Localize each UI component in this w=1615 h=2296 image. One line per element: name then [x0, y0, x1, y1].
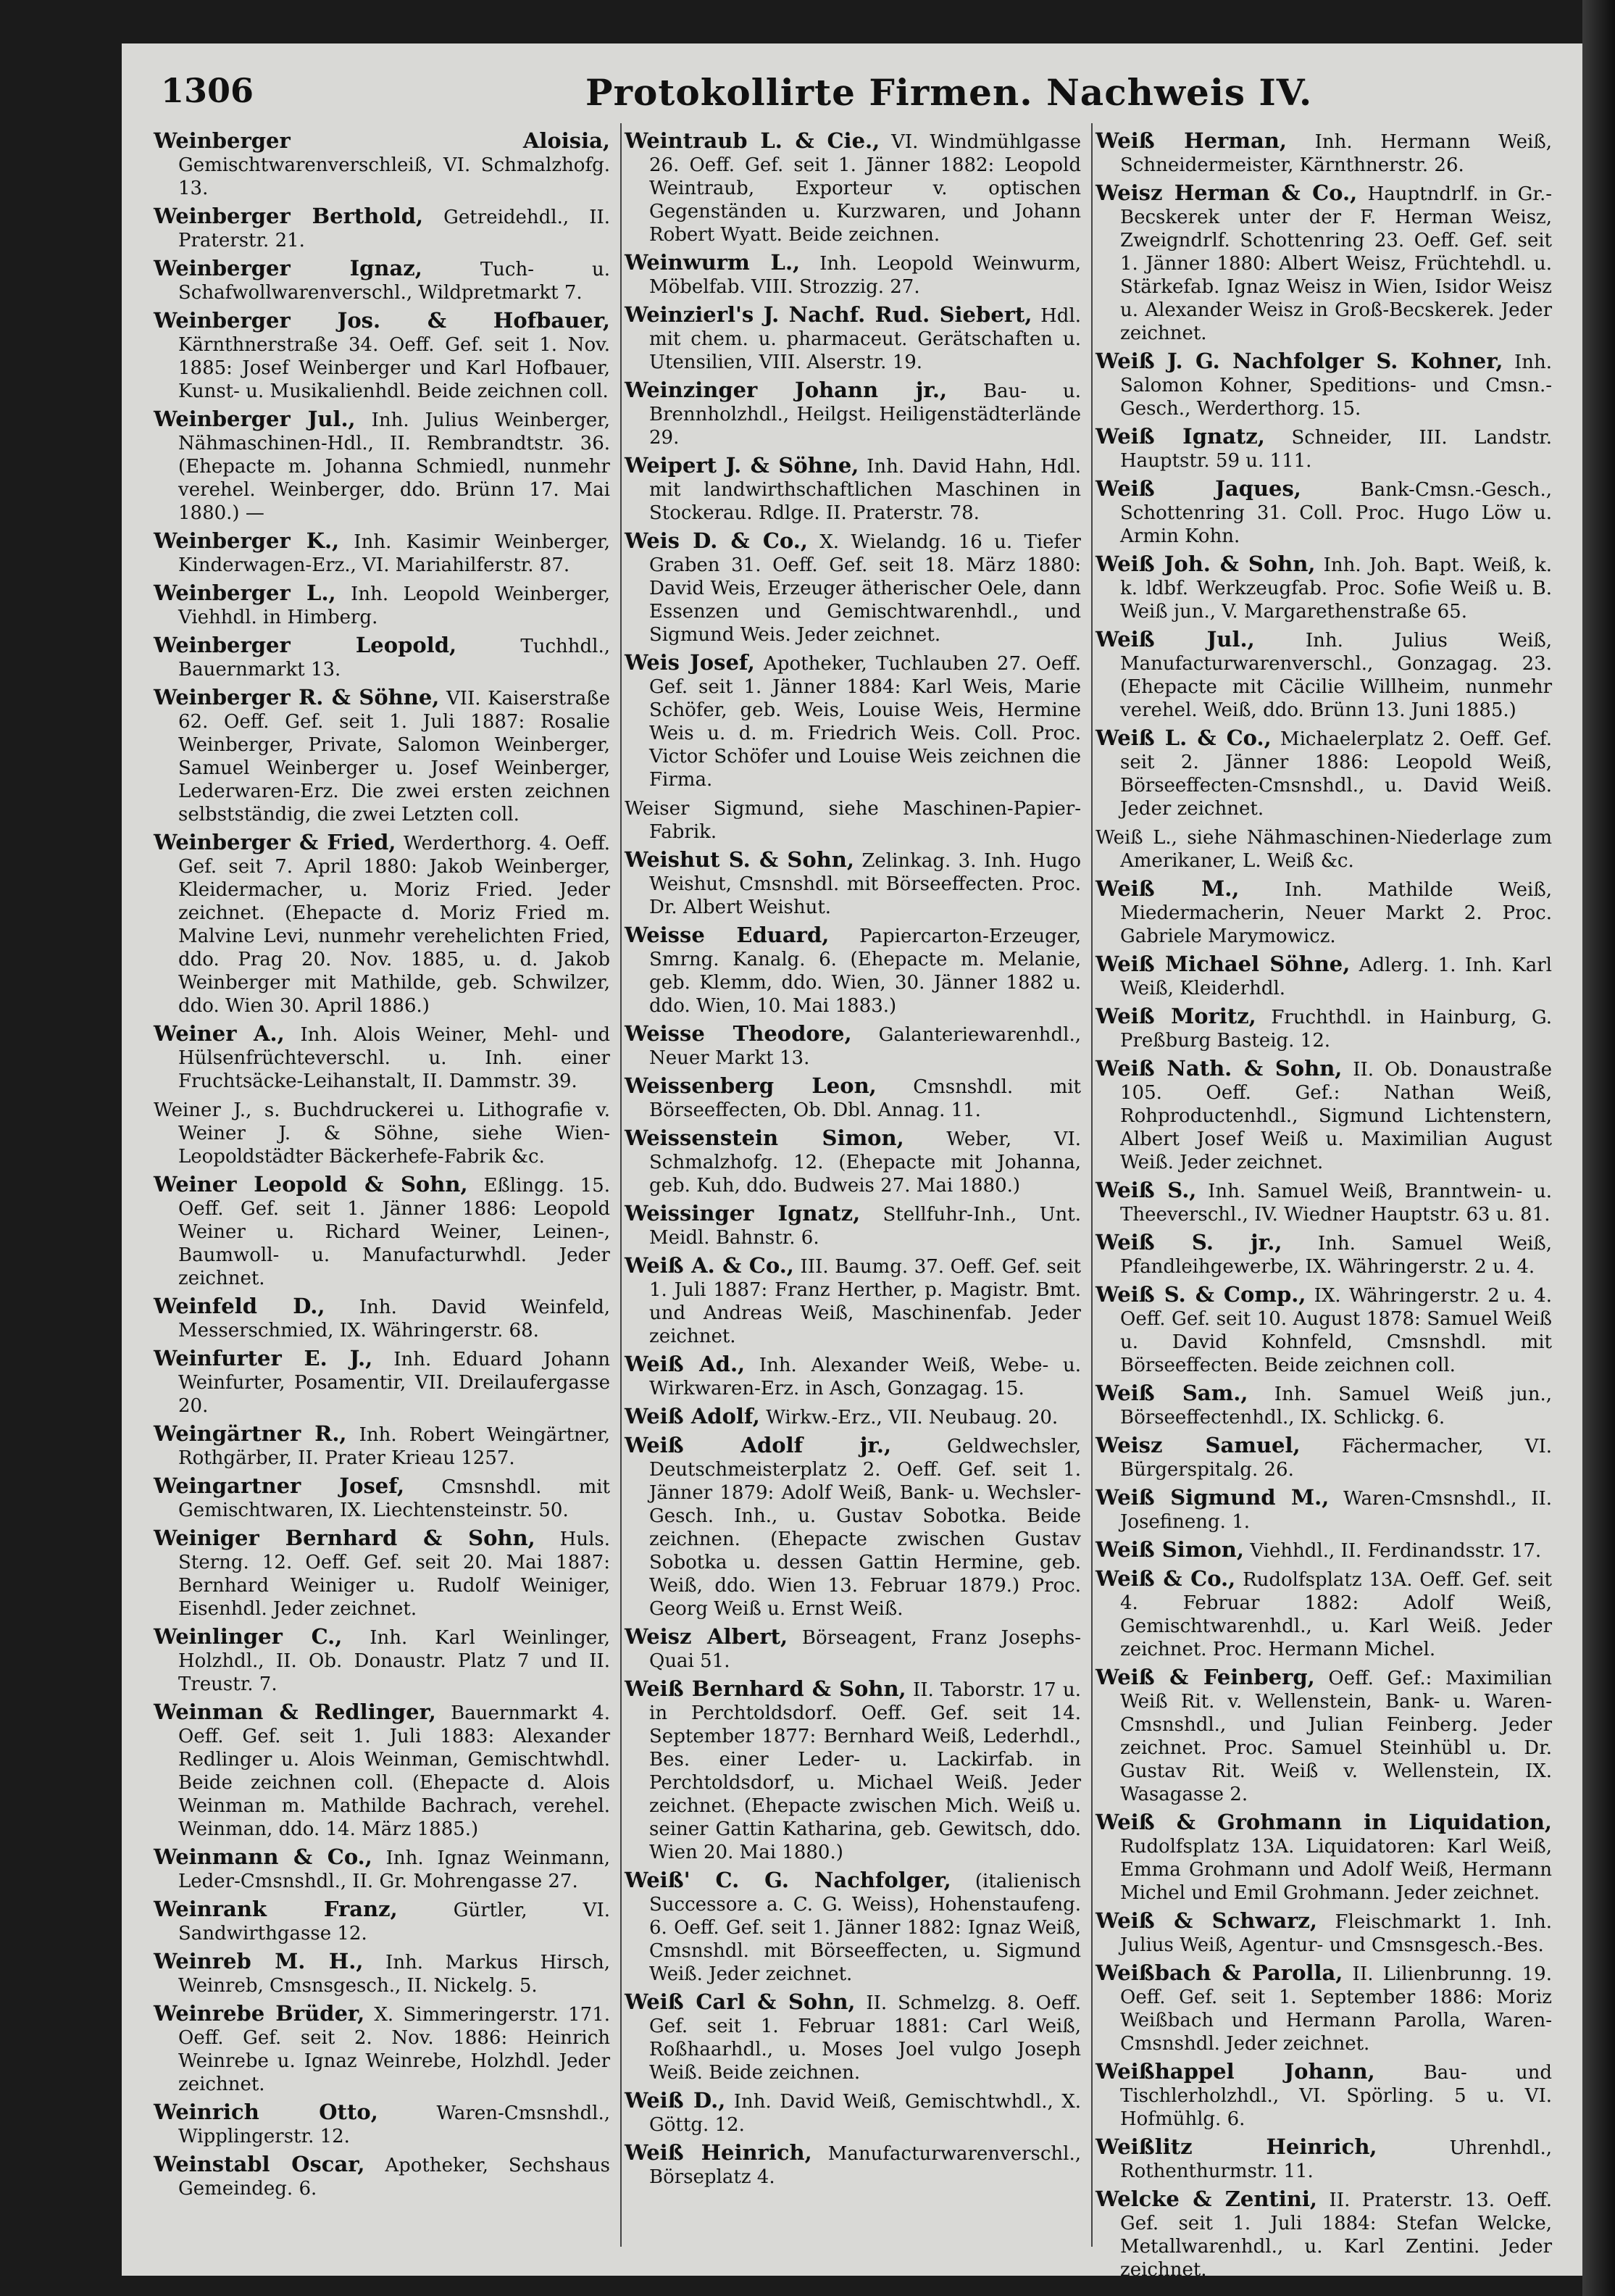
firm-name: Weiß Nath. & Sohn,: [1096, 1056, 1343, 1081]
entry-details: Börseagent, Franz Josephs-Quai 51.: [649, 1627, 1082, 1672]
directory-entry: [154, 686, 610, 826]
directory-page: [122, 43, 1582, 2281]
firm-name: Weinfeld D.,: [154, 1294, 325, 1318]
entry-details: Bank-Cmsn.-Gesch., Schottenring 31. Coll. Proc. Hugo Löw u. Armin Kohn.: [1120, 479, 1552, 547]
firm-name: Weinzinger Johann jr.,: [625, 378, 948, 402]
firm-name: Weissenstein Simon,: [625, 1126, 904, 1150]
entry-details: Inh. Julius Weinberger, Nähmaschinen-Hdl., II. Rembrandtstr. 36. (Ehepacte m. Johanna Schmiedl, nunmehr verehel. Weinberger, ddo. Brünn 17. Mai 1880.) —: [178, 409, 610, 524]
firm-name: Weinberger K.,: [154, 528, 340, 553]
firm-name: Weiß Heinrich,: [625, 2140, 812, 2165]
firm-name: Weiß Jaques,: [1096, 476, 1301, 501]
entry-details: Geldwechsler, Deutschmeisterplatz 2. Oeff. Gef. seit 1. Jänner 1879: Adolf Weiß, Bank- u. Wechsler-Gesch. Inh., u. Gustav Sobotka. Beide zeichnen. (Ehepacte zwischen Gustav Sobotka u. dessen Gattin Hermine, geb. Weiß, ddo. Wien 13. Februar 1879.) Proc. Georg Weiß u. Ernst Weiß.: [649, 1436, 1081, 1620]
columns: [154, 128, 1566, 2281]
entry-details: Weiner J., s. Buchdruckerei u. Lithografie v. Weiner J. & Söhne, siehe Wien-Leopoldstädter Bäckerhefe-Fabrik &c.: [154, 1099, 610, 1168]
entry-details: Bauernmarkt 4. Oeff. Gef. seit 1. Juli 1883: Alexander Redlinger u. Alois Weinman, Gemischtwhdl. Beide zeichnen coll. (Ehepacte d. Alois Weinman m. Mathilde Bachrach, verehel. Weinman, ddo. 14. März 1885.): [178, 1702, 610, 1840]
entry-details: Inh. Samuel Weiß jun., Börseeffectenhdl., IX. Schlickg. 6.: [1120, 1384, 1552, 1428]
entry-details: Uhrenhdl., Rothenthurmstr. 11.: [1120, 2137, 1552, 2182]
entry-details: Oeff. Gef.: Maximilian Weiß Rit. v. Wellenstein, Bank- u. Waren-Cmsnshdl., und Julian Feinberg. Jeder zeichnet. Proc. Samuel Steinhübl u. Dr. Gustav Rit. Weiß v. Wellenstein, IX. Wasagasse 2.: [1120, 1668, 1553, 1805]
entry-details: Inh. Alois Weiner, Mehl- und Hülsenfrüchteverschl. u. Inh. einer Fruchtsäcke-Leihanstalt, II. Dammstr. 39.: [178, 1024, 611, 1092]
page-edge-shadow: [1582, 0, 1615, 2296]
directory-entry: [1096, 1283, 1552, 1377]
directory-entry: [1096, 1665, 1552, 1806]
firm-name: Weiß Bernhard & Sohn,: [625, 1676, 906, 1701]
firm-name: Weinreb M. H.,: [154, 1949, 364, 1973]
firm-name: Weiß Ad.,: [625, 1352, 746, 1376]
directory-entry: [154, 1897, 610, 1945]
directory-entry: [625, 251, 1081, 299]
firm-name: Weiß Carl & Sohn,: [625, 1989, 856, 2014]
directory-entry: [154, 1097, 610, 1168]
directory-entry: [1096, 1381, 1552, 1429]
entry-details: Gemischtwarenverschleiß, VI. Schmalzhofg. 13.: [178, 154, 610, 199]
firm-name: Weinberger Leopold,: [154, 633, 457, 657]
directory-entry: [625, 2141, 1081, 2189]
directory-entry: [1096, 1538, 1552, 1563]
entry-details: Inh. Eduard Johann Weinfurter, Posamentir, VII. Dreilaufergasse 20.: [178, 1349, 610, 1417]
entry-details: Inh. Karl Weinlinger, Holzhdl., II. Ob. Donaustr. Platz 7 und II. Treustr. 7.: [178, 1627, 610, 1695]
firm-name: Weiß Ignatz,: [1096, 424, 1265, 449]
firm-name: Weiner A.,: [154, 1021, 285, 1046]
firm-name: Weiß S. jr.,: [1096, 1230, 1282, 1255]
entry-details: Waren-Cmsnshdl., Wipplingerstr. 12.: [178, 2102, 610, 2147]
firm-name: Weinmann & Co.,: [154, 1844, 372, 1869]
firm-name: Weissinger Ignatz,: [625, 1201, 861, 1226]
directory-entry: [1096, 552, 1552, 623]
directory-entry: [1096, 2060, 1552, 2131]
firm-name: Weiß & Feinberg,: [1096, 1665, 1315, 1689]
entry-details: Manufacturwarenverschl., Börseplatz 4.: [649, 2143, 1082, 2188]
directory-entry: [1096, 1810, 1552, 1905]
page-title: Protokollirte Firmen. Nachweis IV.: [585, 71, 1313, 114]
firm-name: Weiß S.,: [1096, 1178, 1197, 1202]
directory-entry: [625, 796, 1081, 844]
column-1: [154, 129, 610, 2260]
directory-entry: [625, 1868, 1081, 1986]
directory-entry: [1096, 1486, 1552, 1534]
directory-entry: [154, 1022, 610, 1093]
entry-details: Galanteriewarenhdl., Neuer Markt 13.: [649, 1024, 1081, 1069]
directory-entry: [625, 923, 1081, 1018]
directory-entry: [625, 651, 1081, 791]
firm-name: Weiß & Co.,: [1096, 1566, 1236, 1591]
entry-details: Eßlingg. 15. Oeff. Gef. seit 1. Jänner 1886: Leopold Weiner u. Richard Weiner, Leinen-, Baumwoll- u. Manufacturwhdl. Jeder zeichnet.: [178, 1175, 610, 1289]
firm-name: Weiß & Schwarz,: [1096, 1908, 1317, 1933]
directory-entry: [1096, 129, 1552, 177]
firm-name: Weinstabl Oscar,: [154, 2152, 365, 2176]
firm-name: Weiß & Grohmann in Liquidation,: [1096, 1810, 1552, 1834]
firm-name: Weinrich Otto,: [154, 2100, 378, 2124]
firm-name: Weiß D.,: [625, 2088, 726, 2113]
entry-details: Inh. Hermann Weiß, Schneidermeister, Kärnthnerstr. 26.: [1120, 131, 1552, 176]
firm-name: Weinzierl's J. Nachf. Rud. Siebert,: [625, 302, 1032, 327]
entry-details: Inh. Kasimir Weinberger, Kinderwagen-Erz., VI. Mariahilferstr. 87.: [178, 531, 610, 576]
directory-entry: [1096, 726, 1552, 820]
directory-entry: [154, 1422, 610, 1470]
firm-name: Weissenberg Leon,: [625, 1073, 877, 1098]
firm-name: Weiß M.,: [1096, 876, 1240, 901]
entry-details: (italienisch Successore a. C. G. Weiss), Hohenstaufeng. 6. Oeff. Gef. seit 1. Jänner 1882: Ignaz Weiß, Cmsnshdl. mit Börseeffecten, u. Sigmund Weiß. Jeder zeichnet.: [649, 1871, 1081, 1985]
entry-details: II. Ob. Donaustraße 105. Oeff. Gef.: Nathan Weiß, Rohproductenhdl., Sigmund Lichtenstern, Albert Josef Weiß u. Maximilian August Weiß. Jeder zeichnet.: [1120, 1059, 1552, 1173]
entry-details: Cmsnshdl. mit Gemischtwaren, IX. Liechtensteinstr. 50.: [178, 1476, 610, 1521]
firm-name: Weißlitz Heinrich,: [1096, 2134, 1377, 2159]
entry-details: Bau- und Tischlerholzhdl., VI. Spörling. 5 u. VI. Hofmühlg. 6.: [1120, 2062, 1552, 2130]
directory-entry: [154, 529, 610, 577]
directory-entry: [154, 633, 610, 681]
firm-name: Weingärtner R.,: [154, 1421, 347, 1446]
firm-name: Weiner Leopold & Sohn,: [154, 1172, 468, 1197]
entry-details: II. Taborstr. 17 u. in Perchtoldsdorf. Oeff. Gef. seit 14. September 1877: Bernhard Weiß, Lederhdl., Bes. einer Leder- u. Lackirfab. in Perchtoldsdorf, u. Michael Weiß. Jeder zeichnet. (Ehepacte zwischen Mich. Weiß u. seiner Gattin Katharina, geb. Gewitsch, ddo. Wien 20. Mai 1880.): [649, 1679, 1082, 1863]
firm-name: Weiß Simon,: [1096, 1537, 1244, 1562]
directory-entry: [154, 831, 610, 1018]
entry-details: Papiercarton-Erzeuger, Smrng. Kanalg. 6. (Ehepacte m. Melanie, geb. Klemm, ddo. Wien, 30. Jänner 1882 u. ddo. Wien, 10. Mai 1883.): [649, 926, 1081, 1017]
entry-details: Werderthorg. 4. Oeff. Gef. seit 7. April 1880: Jakob Weinberger, Kleidermacher, u. Moriz Fried. Jeder zeichnet. (Ehepacte d. Moriz Fried m. Malvine Levi, nunmehr verehelichten Fried, ddo. Prag 20. Nov. 1885, u. d. Jakob Weinberger mit Mathilde, geb. Schwilzer, ddo. Wien 30. April 1886.): [178, 833, 610, 1017]
firm-name: Weinrank Franz,: [154, 1897, 398, 1921]
entry-details: Michaelerplatz 2. Oeff. Gef. seit 2. Jänner 1886: Leopold Weiß, Börseeffecten-Cmsnshdl., u. David Weiß. Jeder zeichnet.: [1120, 728, 1552, 820]
entry-details: Weber, VI. Schmalzhofg. 12. (Ehepacte mit Johanna, geb. Kuh, ddo. Budweis 27. Mai 1880.): [649, 1128, 1081, 1197]
entry-details: Apotheker, Tuchlauben 27. Oeff. Gef. seit 1. Jänner 1884: Karl Weis, Marie Schöfer, geb. Weis, Louise Weis, Hermine Weis u. d. m. Friedrich Weis. Coll. Proc. Victor Schöfer und Louise Weis zeichnen die Firma.: [649, 653, 1081, 791]
directory-entry: [154, 309, 610, 403]
entry-details: Weiß L., siehe Nähmaschinen-Niederlage zum Amerikaner, L. Weiß &c.: [1096, 827, 1552, 872]
directory-entry: [1096, 1909, 1552, 1957]
directory-entry: [625, 529, 1081, 646]
directory-entry: [1096, 628, 1552, 722]
firm-name: Weipert J. & Söhne,: [625, 453, 859, 478]
entry-details: VI. Windmühlgasse 26. Oeff. Gef. seit 1. Jänner 1882: Leopold Weintraub, Exporteur v. optischen Gegenständen u. Kurzwaren, und Johann Robert Wyatt. Beide zeichnen.: [649, 131, 1081, 246]
directory-entry: [154, 1845, 610, 1893]
directory-entry: [1096, 1961, 1552, 2055]
firm-name: Weiß Moritz,: [1096, 1004, 1256, 1028]
firm-name: Weiß Joh. & Sohn,: [1096, 552, 1316, 576]
firm-name: Weis Josef,: [625, 650, 755, 675]
firm-name: Weiß Jul.,: [1096, 627, 1255, 652]
entry-details: X. Wielandg. 16 u. Tiefer Graben 31. Oeff. Gef. seit 18. März 1880: David Weis, Erzeuger ätherischer Oele, dann Essenzen und Gemischtwarenhdl., und Sigmund Weis. Jeder zeichnet.: [649, 531, 1081, 646]
entry-details: Weiser Sigmund, siehe Maschinen-Papier-Fabrik.: [625, 798, 1081, 843]
firm-name: Weinfurter E. J.,: [154, 1346, 373, 1370]
entry-details: Inh. Samuel Weiß, Branntwein- u. Theeverschl., IV. Wiedner Hauptstr. 63 u. 81.: [1120, 1181, 1552, 1226]
directory-entry: [625, 1990, 1081, 2084]
entry-details: Cmsnshdl. mit Börseeffecten, Ob. Dbl. Annag. 11.: [649, 1076, 1081, 1121]
directory-entry: [154, 129, 610, 200]
directory-entry: [1096, 1178, 1552, 1226]
firm-name: Weinrebe Brüder,: [154, 2001, 365, 2026]
directory-entry: [154, 2100, 610, 2148]
firm-name: Weiß S. & Comp.,: [1096, 1282, 1306, 1307]
firm-name: Weißhappel Johann,: [1096, 2059, 1375, 2084]
directory-entry: [1096, 1434, 1552, 1481]
entry-details: Inh. David Weinfeld, Messerschmied, IX. Währingerstr. 68.: [178, 1297, 610, 1342]
firm-name: Weinwurm L.,: [625, 250, 801, 275]
firm-name: Weiß Michael Söhne,: [1096, 952, 1351, 976]
entry-details: Inh. Leopold Weinwurm, Möbelfab. VIII. Strozzig. 27.: [649, 253, 1081, 298]
directory-entry: [154, 1474, 610, 1522]
directory-entry: [154, 257, 610, 304]
firm-name: Weisse Eduard,: [625, 923, 830, 947]
directory-entry: [154, 1700, 610, 1841]
firm-name: Weinberger Berthold,: [154, 204, 424, 228]
directory-entry: [1096, 952, 1552, 1000]
directory-entry: [625, 129, 1081, 246]
directory-entry: [625, 1254, 1081, 1348]
directory-entry: [625, 1434, 1081, 1621]
directory-entry: [154, 1625, 610, 1696]
directory-entry: [1096, 2187, 1552, 2282]
directory-entry: [154, 581, 610, 629]
firm-name: Weiß' C. G. Nachfolger,: [625, 1868, 951, 1892]
firm-name: Weiß Herman,: [1096, 128, 1287, 153]
directory-entry: [154, 2152, 610, 2200]
directory-entry: [1096, 477, 1552, 548]
firm-name: Weinberger Aloisia,: [154, 128, 610, 153]
directory-entry: [154, 407, 610, 525]
firm-name: Weiß A. & Co.,: [625, 1253, 794, 1278]
firm-name: Weisse Theodore,: [625, 1021, 852, 1046]
directory-entry: [625, 454, 1081, 525]
entry-details: Apotheker, Sechshaus Gemeindeg. 6.: [178, 2155, 610, 2200]
firm-name: Weiß Sam.,: [1096, 1381, 1248, 1405]
entry-details: II. Schmelzg. 8. Oeff. Gef. seit 1. Februar 1881: Carl Weiß, Roßhaarhdl., u. Moses Joel vulgo Joseph Weiß. Beide zeichnen.: [649, 1992, 1081, 2084]
directory-entry: [625, 1625, 1081, 1673]
firm-name: Weinlinger C.,: [154, 1624, 343, 1649]
directory-entry: [1096, 1231, 1552, 1278]
directory-entry: [625, 1126, 1081, 1197]
firm-name: Weisz Albert,: [625, 1624, 788, 1649]
entry-details: Rudolfsplatz 13A. Oeff. Gef. seit 4. Februar 1882: Adolf Weiß, Gemischtwarenhdl., u. Karl Weiß. Jeder zeichnet. Proc. Hermann Michel.: [1120, 1569, 1553, 1660]
firm-name: Weiß Adolf jr.,: [625, 1433, 892, 1457]
entry-details: Stellfuhr-Inh., Unt. Meidl. Bahnstr. 6.: [649, 1204, 1081, 1249]
entry-details: Inh. Salomon Kohner, Speditions- und Cmsn.-Gesch., Werderthorg. 15.: [1120, 352, 1552, 420]
entry-details: Tuchhdl., Bauernmarkt 13.: [178, 636, 610, 681]
directory-entry: [154, 1347, 610, 1418]
entry-details: Huls. Sterng. 12. Oeff. Gef. seit 20. Mai 1887: Bernhard Weiniger u. Rudolf Weiniger, Eisenhdl. Jeder zeichnet.: [178, 1528, 611, 1620]
entry-details: Inh. Mathilde Weiß, Miedermacherin, Neuer Markt 2. Proc. Gabriele Marymowicz.: [1120, 879, 1553, 947]
entry-details: Bau- u. Brennholzhdl., Heilgst. Heiligenstädterlände 29.: [649, 380, 1081, 449]
directory-entry: [625, 1022, 1081, 1070]
directory-entry: [1096, 2135, 1552, 2183]
entry-details: Inh. Ignaz Weinmann, Leder-Cmsnshdl., II. Gr. Mohrengasse 27.: [178, 1847, 610, 1892]
entry-details: Kärnthnerstraße 34. Oeff. Gef. seit 1. Nov. 1885: Josef Weinberger und Karl Hofbauer, Kunst- u. Musikalienhdl. Beide zeichnen coll.: [178, 334, 610, 402]
firm-name: Weinberger & Fried,: [154, 830, 396, 854]
directory-entry: [625, 848, 1081, 919]
entry-details: Inh. David Hahn, Hdl. mit landwirthschaftlichen Maschinen in Stockerau. Rdlge. II. Praterstr. 78.: [649, 456, 1081, 524]
entry-details: Inh. Julius Weiß, Manufacturwarenverschl., Gonzagag. 23. (Ehepacte mit Cäcilie Willheim, nunmehr verehel. Weiß, ddo. Brünn 13. Juni 1885.): [1120, 630, 1552, 721]
firm-name: Weis D. & Co.,: [625, 528, 808, 553]
directory-entry: [1096, 877, 1552, 948]
entry-details: III. Baumg. 37. Oeff. Gef. seit 1. Juli 1887: Franz Herther, p. Magistr. Bmt. und Andreas Weiß, Maschinenfab. Jeder zeichnet.: [649, 1256, 1081, 1347]
column-3: [1096, 128, 1553, 2281]
entry-details: VII. Kaiserstraße 62. Oeff. Gef. seit 1. Juli 1887: Rosalie Weinberger, Private, Salomon Weinberger, Samuel Weinberger u. Josef Weinberger, Lederwaren-Erz. Die zwei ersten zeichnen selbstständig, die zwei Letzten coll.: [178, 688, 610, 825]
entry-details: Inh. Markus Hirsch, Weinreb, Cmsnsgesch., II. Nickelg. 5.: [178, 1952, 611, 1997]
entry-details: Inh. Robert Weingärtner, Rothgärber, II. Prater Krieau 1257.: [178, 1424, 611, 1469]
directory-entry: [154, 1294, 610, 1342]
directory-entry: [625, 1405, 1081, 1429]
directory-entry: [625, 1202, 1081, 1249]
firm-name: Weinberger L.,: [154, 581, 336, 605]
firm-name: Weiß Adolf,: [625, 1404, 760, 1428]
directory-entry: [1096, 1057, 1552, 1174]
directory-entry: [1096, 1567, 1552, 1661]
firm-name: Weintraub L. & Cie.,: [625, 128, 880, 153]
column-2: [625, 129, 1081, 2260]
entry-details: Inh. Alexander Weiß, Webe- u. Wirkwaren-Erz. in Asch, Gonzagag. 15.: [649, 1355, 1081, 1399]
directory-entry: [625, 378, 1081, 449]
directory-entry: [625, 303, 1081, 374]
entry-details: Schneider, III. Landstr. Hauptstr. 59 u. 111.: [1120, 427, 1552, 472]
entry-details: Gürtler, VI. Sandwirthgasse 12.: [178, 1900, 610, 1944]
entry-details: Fruchthdl. in Hainburg, G. Preßburg Basteig. 12.: [1120, 1007, 1553, 1052]
firm-name: Weiß L. & Co.,: [1096, 725, 1272, 750]
directory-entry: [154, 2002, 610, 2096]
entry-details: IX. Währingerstr. 2 u. 4. Oeff. Gef. seit 10. August 1878: Samuel Weiß u. David Kohnfeld, Cmsnshdl. mit Börseeffecten. Beide zeichnen coll.: [1120, 1285, 1552, 1376]
directory-entry: [154, 204, 610, 252]
entry-details: X. Simmeringerstr. 171. Oeff. Gef. seit 2. Nov. 1886: Heinrich Weinrebe u. Ignaz Weinrebe, Holzhdl. Jeder zeichnet.: [178, 2004, 610, 2095]
directory-entry: [625, 1352, 1081, 1400]
entry-details: Fächermacher, VI. Bürgerspitalg. 26.: [1120, 1436, 1552, 1481]
firm-name: Weißbach & Parolla,: [1096, 1960, 1343, 1985]
firm-name: Weiß J. G. Nachfolger S. Kohner,: [1096, 349, 1503, 373]
firm-name: Weisz Herman & Co.,: [1096, 180, 1358, 205]
entry-details: Zelinkag. 3. Inh. Hugo Weishut, Cmsnshdl. mit Börseeffecten. Proc. Dr. Albert Weishut.: [649, 850, 1081, 918]
entry-details: Inh. Joh. Bapt. Weiß, k. k. ldbf. Werkzeugfab. Proc. Sofie Weiß u. B. Weiß jun., V. Margarethenstraße 65.: [1120, 554, 1552, 623]
entry-details: II. Praterstr. 13. Oeff. Gef. seit 1. Juli 1884: Stefan Welcke, Metallwarenhdl., u. Karl Zentini. Jeder zeichnet.: [1120, 2189, 1552, 2281]
firm-name: Weinberger Jos. & Hofbauer,: [154, 308, 610, 333]
directory-entry: [625, 1074, 1081, 1122]
firm-name: Weiß Sigmund M.,: [1096, 1485, 1330, 1510]
directory-entry: [1096, 349, 1552, 420]
directory-entry: [625, 1677, 1081, 1864]
entry-details: Inh. David Weiß, Gemischtwhdl., X. Göttg. 12.: [649, 2091, 1081, 2136]
entry-details: Inh. Leopold Weinberger, Viehhdl. in Himberg.: [178, 583, 610, 628]
firm-name: Weinman & Redlinger,: [154, 1700, 436, 1724]
entry-details: Getreidehdl., II. Praterstr. 21.: [178, 207, 610, 251]
directory-entry: [625, 2089, 1081, 2137]
page-number: 1306: [161, 71, 254, 110]
entry-details: Inh. Samuel Weiß, Pfandleihgewerbe, IX. Währingerstr. 2 u. 4.: [1120, 1233, 1552, 1278]
firm-name: Weinberger R. & Söhne,: [154, 685, 440, 710]
entry-details: Waren-Cmsnshdl., II. Josefineng. 1.: [1120, 1488, 1553, 1533]
directory-entry: [1096, 825, 1552, 873]
entry-details: II. Lilienbrunng. 19. Oeff. Gef. seit 1. September 1886: Moriz Weißbach und Hermann Parolla, Waren-Cmsnshdl. Jeder zeichnet.: [1120, 1963, 1552, 2055]
directory-entry: [154, 1950, 610, 1997]
firm-name: Weisz Samuel,: [1096, 1433, 1301, 1457]
directory-entry: [154, 1173, 610, 1290]
firm-name: Weingartner Josef,: [154, 1473, 405, 1498]
entry-details: Hauptndrlf. in Gr.-Becskerek unter der F. Herman Weisz, Zweigndrlf. Schottenring 23. Oeff. Gef. seit 1. Jänner 1880: Albert Weisz, Früchtehdl. u. Stärkefab. Ignaz Weisz in Wien, Isidor Weisz u. Alexander Weisz in Groß-Becskerek. Jeder zeichnet.: [1120, 183, 1552, 344]
entry-details: Hdl. mit chem. u. pharmaceut. Gerätschaften u. Utensilien, VIII. Alserstr. 19.: [649, 305, 1081, 373]
entry-details: Wirkw.-Erz., VII. Neubaug. 20.: [759, 1407, 1059, 1428]
entry-details: Viehhdl., II. Ferdinandsstr. 17.: [1243, 1540, 1542, 1562]
firm-name: Weiniger Bernhard & Sohn,: [154, 1526, 535, 1550]
entry-details: Fleischmarkt 1. Inh. Julius Weiß, Agentur- und Cmsnsgesch.-Bes.: [1120, 1911, 1552, 1956]
directory-entry: [1096, 425, 1552, 473]
entry-details: Tuch- u. Schafwollwarenverschl., Wildpretmarkt 7.: [178, 259, 610, 304]
entry-details: Rudolfsplatz 13A. Liquidatoren: Karl Weiß, Emma Grohmann und Adolf Weiß, Hermann Michel und Emil Grohmann. Jeder zeichnet.: [1120, 1836, 1552, 1904]
firm-name: Weinberger Ignaz,: [154, 256, 422, 280]
directory-entry: [154, 1526, 610, 1621]
firm-name: Weishut S. & Sohn,: [625, 847, 854, 872]
firm-name: Welcke & Zentini,: [1096, 2187, 1318, 2211]
entry-details: Adlerg. 1. Inh. Karl Weiß, Kleiderhdl.: [1120, 954, 1552, 999]
directory-entry: [1096, 1004, 1552, 1052]
directory-entry: [1096, 181, 1552, 345]
firm-name: Weinberger Jul.,: [154, 407, 356, 431]
